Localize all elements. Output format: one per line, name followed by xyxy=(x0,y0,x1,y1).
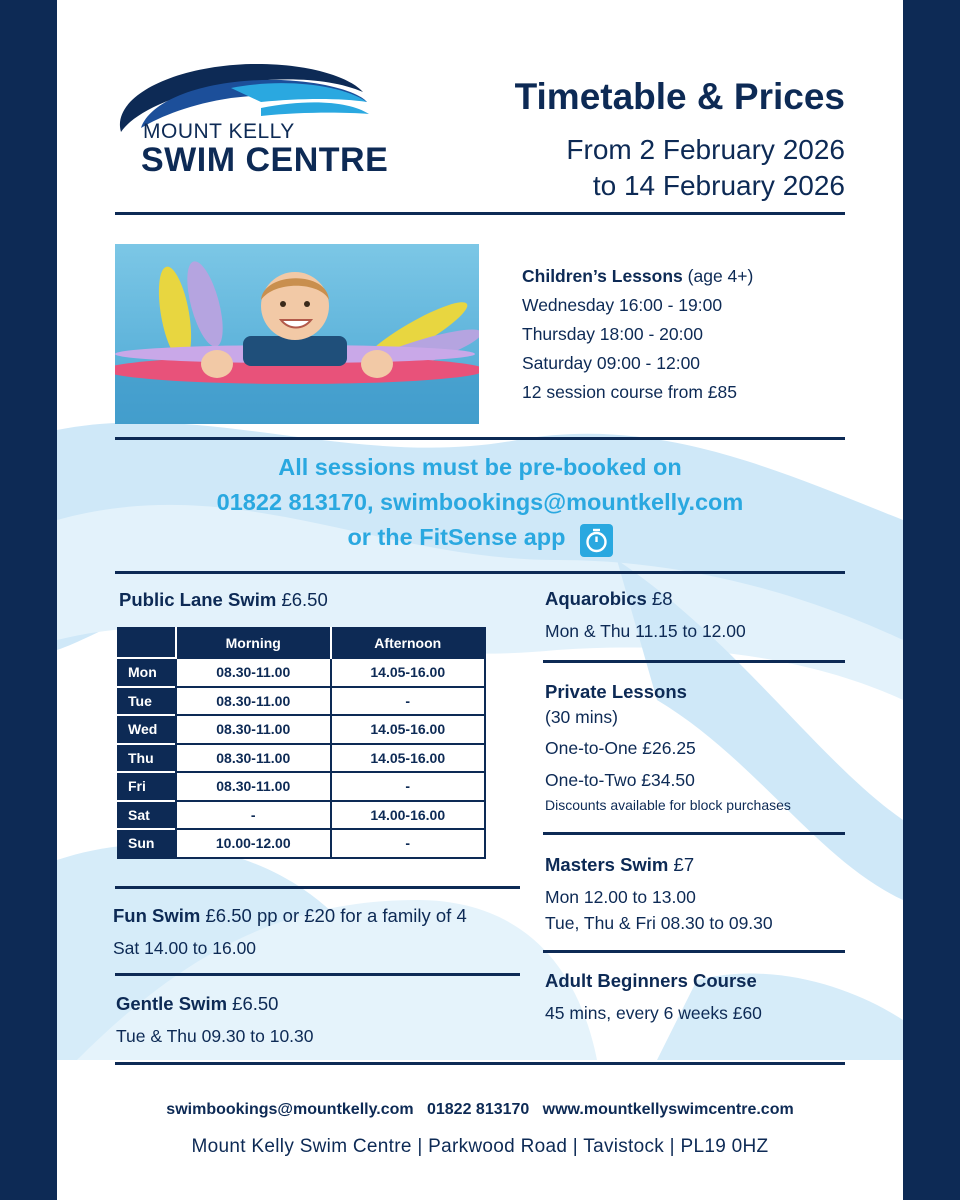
day-cell: Wed xyxy=(118,715,176,744)
day-cell: Sun xyxy=(118,829,176,858)
morning-cell: 08.30-11.00 xyxy=(176,658,331,687)
morning-cell: 10.00-12.00 xyxy=(176,829,331,858)
notice-line-3: or the FitSense app xyxy=(347,524,566,550)
divider xyxy=(115,1062,845,1065)
fun-swim-price: £6.50 pp or £20 for a family of 4 xyxy=(205,905,467,926)
childrens-lessons-line: Wednesday 16:00 - 19:00 xyxy=(522,295,723,315)
aquarobics-title: Aquarobics xyxy=(545,588,647,609)
day-cell: Mon xyxy=(118,658,176,687)
childrens-lessons-age: (age 4+) xyxy=(687,266,754,286)
aquarobics-time: Mon & Thu 11.15 to 12.00 xyxy=(545,621,746,641)
masters-swim-heading xyxy=(545,854,694,876)
masters-swim-time: Mon 12.00 to 13.00 xyxy=(545,887,696,907)
public-lane-swim-price: £6.50 xyxy=(281,589,328,610)
child-swimming-photo xyxy=(115,244,479,424)
table-row xyxy=(118,658,485,687)
morning-cell: 08.30-11.00 xyxy=(176,715,331,744)
table-header-row xyxy=(118,628,485,658)
table-row xyxy=(118,829,485,858)
childrens-lessons-line: Saturday 09:00 - 12:00 xyxy=(522,353,701,373)
fun-swim-heading xyxy=(113,905,467,927)
masters-swim-title: Masters Swim xyxy=(545,854,669,875)
adult-beginners-heading: Adult Beginners Course xyxy=(545,970,757,991)
afternoon-cell: - xyxy=(331,772,486,801)
divider xyxy=(543,950,845,953)
afternoon-cell: - xyxy=(331,687,486,716)
private-lessons-heading: Private Lessons xyxy=(545,681,687,702)
fun-swim-time: Sat 14.00 to 16.00 xyxy=(113,938,257,958)
booking-notice xyxy=(57,450,903,555)
table-row xyxy=(118,744,485,773)
footer-email[interactable]: swimbookings@mountkelly.com xyxy=(166,1101,414,1118)
morning-cell: - xyxy=(176,801,331,830)
public-lane-swim-heading xyxy=(119,589,328,611)
divider xyxy=(115,973,520,976)
notice-line-2: 01822 813170, swimbookings@mountkelly.com xyxy=(216,489,744,515)
divider xyxy=(115,886,520,889)
day-cell: Thu xyxy=(118,744,176,773)
morning-cell: 08.30-11.00 xyxy=(176,772,331,801)
divider xyxy=(543,832,845,835)
masters-swim-price: £7 xyxy=(673,854,695,875)
notice-line-1: All sessions must be pre-booked on xyxy=(278,454,682,480)
public-lane-swim-title: Public Lane Swim xyxy=(119,589,277,610)
private-lessons-note: Discounts available for block purchases xyxy=(545,797,791,813)
day-cell: Sat xyxy=(118,801,176,830)
morning-cell: 08.30-11.00 xyxy=(176,687,331,716)
footer-address: Mount Kelly Swim Centre | Parkwood Road | Tavistock | PL19 0HZ xyxy=(191,1136,769,1157)
afternoon-cell: 14.05-16.00 xyxy=(331,658,486,687)
logo-name-main: SWIM CENTRE xyxy=(141,141,389,179)
afternoon-cell: 14.05-16.00 xyxy=(331,744,486,773)
table-row xyxy=(118,801,485,830)
day-cell: Fri xyxy=(118,772,176,801)
poster xyxy=(57,0,903,1200)
table-header-cell: Morning xyxy=(176,628,331,658)
footer-contact xyxy=(57,1101,903,1119)
divider xyxy=(543,660,845,663)
afternoon-cell: 14.00-16.00 xyxy=(331,801,486,830)
divider xyxy=(115,437,845,440)
table-header-cell xyxy=(118,628,176,658)
fitsense-app-icon xyxy=(580,524,613,557)
page-title: Timetable & Prices xyxy=(514,76,845,117)
table-row xyxy=(118,715,485,744)
date-range xyxy=(566,132,845,204)
logo xyxy=(111,58,427,188)
masters-swim-time: Tue, Thu & Fri 08.30 to 09.30 xyxy=(545,913,773,933)
morning-cell: 08.30-11.00 xyxy=(176,744,331,773)
divider xyxy=(115,212,845,215)
afternoon-cell: 14.05-16.00 xyxy=(331,715,486,744)
private-lessons-duration: (30 mins) xyxy=(545,707,618,727)
table-header-cell: Afternoon xyxy=(331,628,486,658)
aquarobics-price: £8 xyxy=(651,588,673,609)
childrens-lessons-line: Thursday 18:00 - 20:00 xyxy=(522,324,703,344)
private-lessons-one-to-two: One-to-Two £34.50 xyxy=(545,770,695,790)
gentle-swim-time: Tue & Thu 09.30 to 10.30 xyxy=(116,1026,314,1046)
gentle-swim-price: £6.50 xyxy=(232,993,279,1014)
gentle-swim-title: Gentle Swim xyxy=(116,993,228,1014)
gentle-swim-heading xyxy=(116,993,278,1015)
childrens-lessons xyxy=(522,262,753,407)
afternoon-cell: - xyxy=(331,829,486,858)
childrens-lessons-heading: Children’s Lessons xyxy=(522,266,683,286)
lane-swim-timetable xyxy=(117,627,486,859)
day-cell: Tue xyxy=(118,687,176,716)
childrens-lessons-line: 12 session course from £85 xyxy=(522,382,737,402)
table-row xyxy=(118,772,485,801)
fun-swim-title: Fun Swim xyxy=(113,905,201,926)
private-lessons-one-to-one: One-to-One £26.25 xyxy=(545,738,696,758)
date-line-2: to 14 February 2026 xyxy=(592,170,845,201)
date-line-1: From 2 February 2026 xyxy=(566,134,845,165)
logo-name-top: MOUNT KELLY xyxy=(143,120,295,143)
footer-phone[interactable]: 01822 813170 xyxy=(426,1101,530,1118)
adult-beginners-detail: 45 mins, every 6 weeks £60 xyxy=(545,1003,762,1023)
aquarobics-heading xyxy=(545,588,673,610)
table-row xyxy=(118,687,485,716)
footer-website[interactable]: www.mountkellyswimcentre.com xyxy=(542,1101,794,1118)
divider xyxy=(115,571,845,574)
